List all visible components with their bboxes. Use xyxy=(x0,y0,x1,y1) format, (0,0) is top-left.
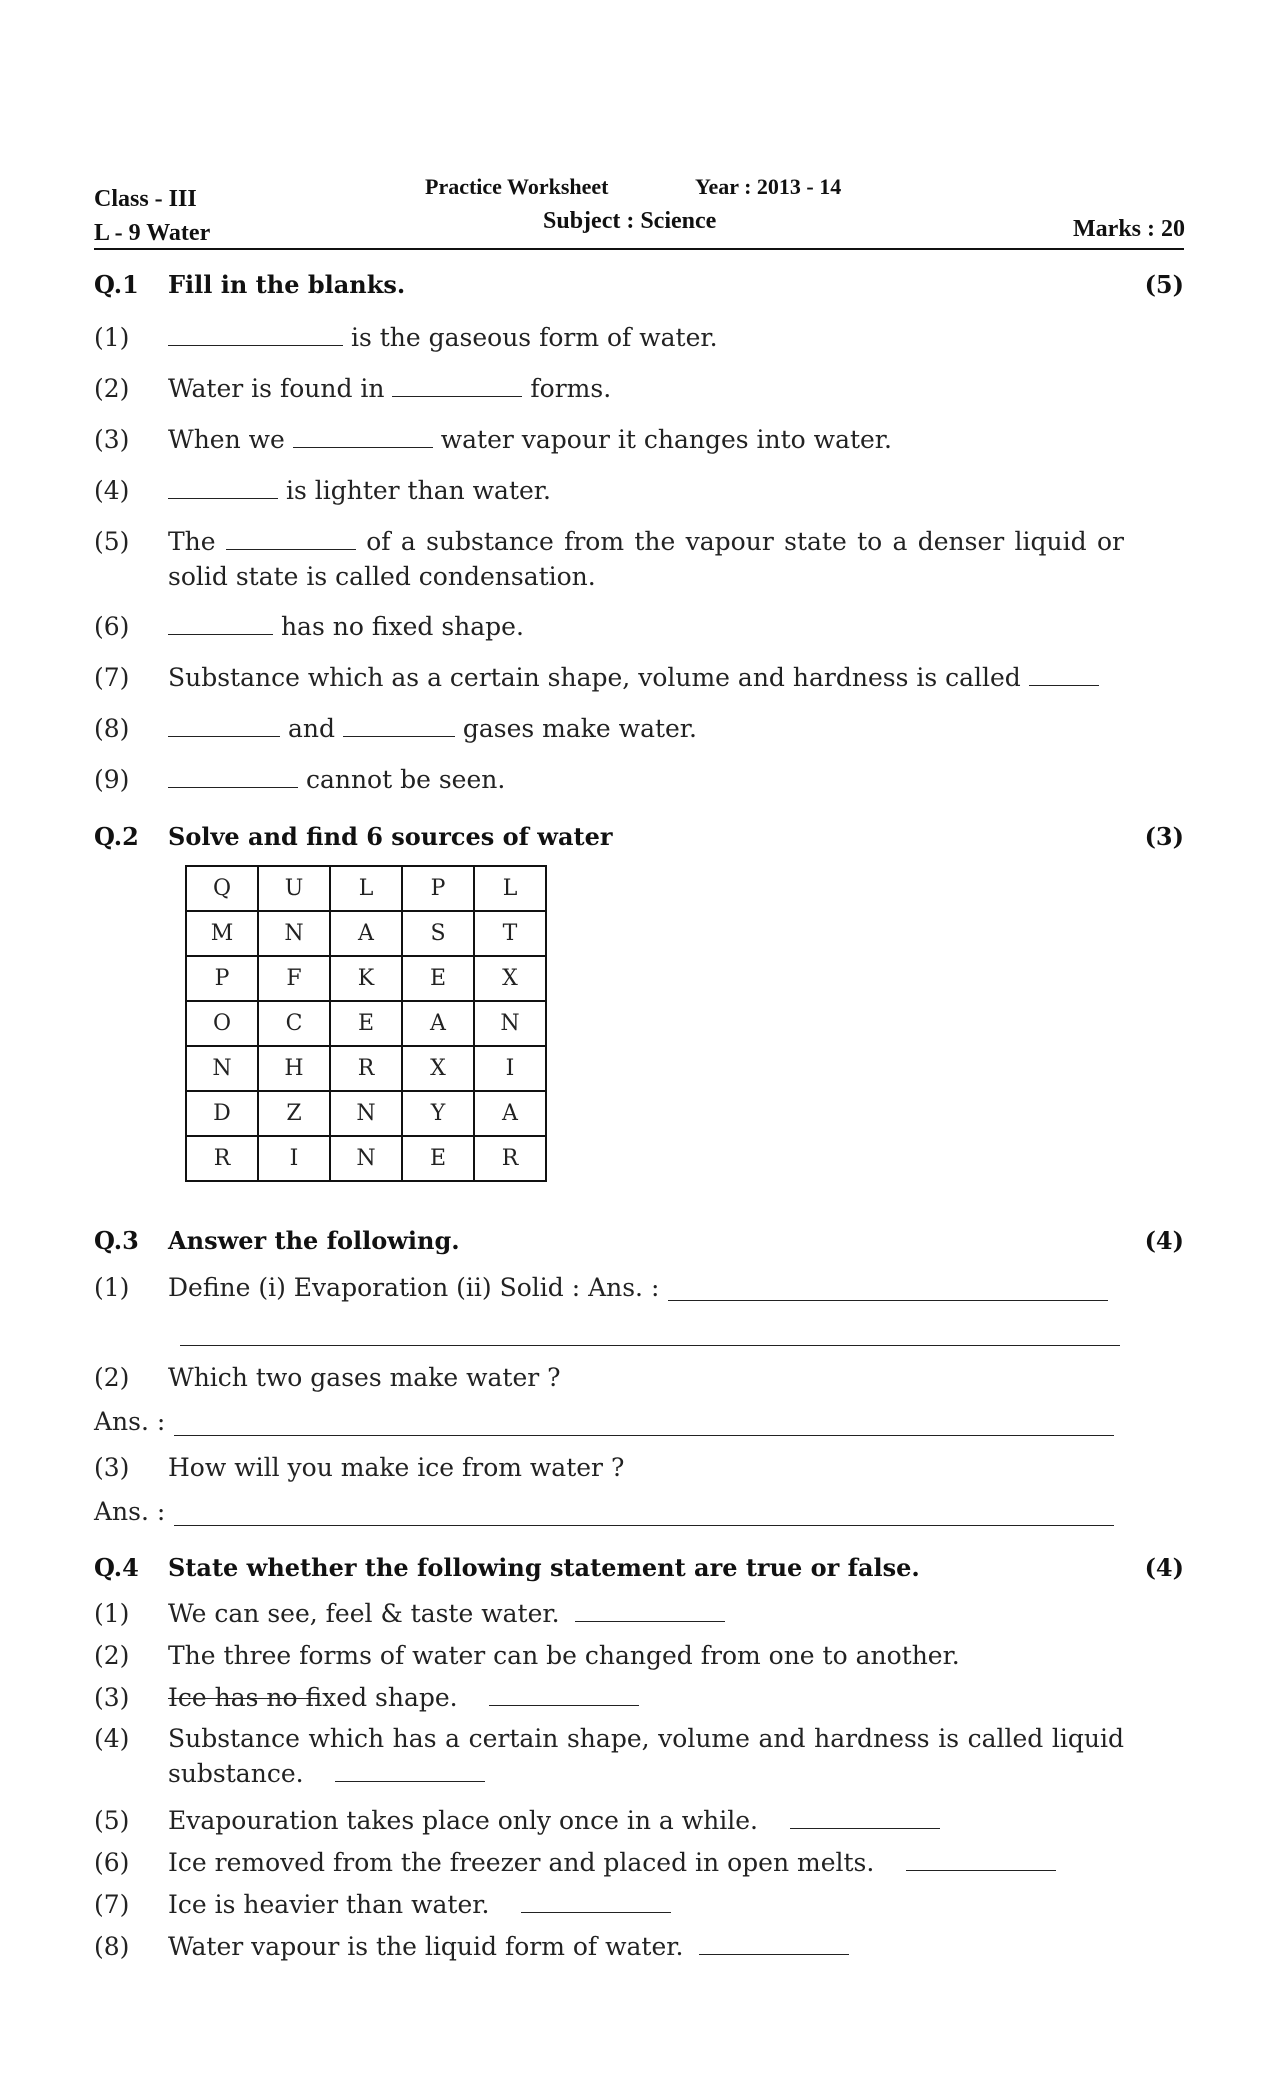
item-number: (9) xyxy=(94,765,130,794)
item-number: (8) xyxy=(94,714,130,743)
item-text: cannot be seen. xyxy=(298,765,506,794)
answer-line[interactable] xyxy=(180,1345,1120,1346)
item-text: Ice removed from the freezer and placed in open melts. xyxy=(168,1848,875,1877)
item-text: Water vapour is the liquid form of water. xyxy=(168,1932,684,1961)
item-number: (8) xyxy=(94,1932,130,1961)
answer-blank[interactable] xyxy=(699,1932,849,1955)
answer-blank[interactable] xyxy=(293,425,433,448)
grid-cell: T xyxy=(474,911,546,956)
grid-cell: E xyxy=(402,956,474,1001)
header-left xyxy=(94,182,210,250)
grid-row xyxy=(186,1046,546,1091)
item-number: (3) xyxy=(94,425,130,454)
grid-cell: L xyxy=(474,866,546,911)
item-text: gases make water. xyxy=(454,714,697,743)
item-number: (2) xyxy=(94,1641,130,1670)
answer-blank[interactable] xyxy=(226,527,356,550)
item-number: (6) xyxy=(94,612,130,641)
grid-row xyxy=(186,1136,546,1181)
item-text: How will you make ice from water ? xyxy=(168,1453,625,1482)
question-title: State whether the following statement are true or false. xyxy=(168,1553,920,1582)
grid-cell: U xyxy=(258,866,330,911)
worksheet-title: Practice Worksheet xyxy=(425,174,609,199)
item-text: Water is found in xyxy=(168,374,393,403)
answer-blank[interactable] xyxy=(168,612,273,635)
item-text: The three forms of water can be changed from one to another. xyxy=(168,1641,960,1670)
answer-blank[interactable] xyxy=(489,1683,639,1706)
grid-cell: F xyxy=(258,956,330,1001)
lesson-label: L - 9 Water xyxy=(94,220,211,246)
item-text: Evapouration takes place only once in a while. xyxy=(168,1806,758,1835)
header-divider xyxy=(94,248,1184,250)
answer-line[interactable] xyxy=(174,1435,1114,1436)
answer-blank[interactable] xyxy=(343,714,455,737)
item-text: Define (i) Evaporation (ii) Solid : Ans. : xyxy=(168,1273,660,1302)
item-text: Which two gases make water ? xyxy=(168,1363,561,1392)
item-text: Ice has no fixed shape. xyxy=(168,1683,458,1712)
grid-cell: D xyxy=(186,1091,258,1136)
answer-blank[interactable] xyxy=(790,1806,940,1829)
question-marks: (5) xyxy=(1144,270,1184,299)
grid-cell: P xyxy=(402,866,474,911)
grid-cell: R xyxy=(186,1136,258,1181)
total-marks: Marks : 20 xyxy=(1073,216,1185,242)
item-text: When we xyxy=(168,425,293,454)
grid-cell: Z xyxy=(258,1091,330,1136)
answer-blank[interactable] xyxy=(392,374,522,397)
item-text: The xyxy=(168,527,226,556)
question-marks: (4) xyxy=(1144,1226,1184,1255)
answer-blank[interactable] xyxy=(168,765,298,788)
word-search-grid xyxy=(185,865,547,1182)
item-number: (3) xyxy=(94,1453,130,1482)
item-text: We can see, feel & taste water. xyxy=(168,1599,560,1628)
grid-cell: N xyxy=(186,1046,258,1091)
question-marks: (4) xyxy=(1144,1553,1184,1582)
grid-cell: X xyxy=(474,956,546,1001)
grid-cell: N xyxy=(474,1001,546,1046)
answer-blank[interactable] xyxy=(1029,663,1099,686)
grid-cell: N xyxy=(330,1091,402,1136)
question-number: Q.1 xyxy=(94,270,139,299)
grid-cell: N xyxy=(258,911,330,956)
item-number: (4) xyxy=(94,1724,130,1753)
answer-line[interactable] xyxy=(668,1300,1108,1301)
grid-cell: R xyxy=(474,1136,546,1181)
item-number: (1) xyxy=(94,323,130,352)
answer-blank[interactable] xyxy=(521,1890,671,1913)
grid-cell: O xyxy=(186,1001,258,1046)
item-number: (7) xyxy=(94,663,130,692)
item-text: Ice is heavier than water. xyxy=(168,1890,490,1919)
year-label: Year : 2013 - 14 xyxy=(695,174,842,199)
question-title: Answer the following. xyxy=(168,1226,460,1255)
grid-row xyxy=(186,1001,546,1046)
question-marks: (3) xyxy=(1144,822,1184,851)
answer-blank[interactable] xyxy=(168,714,280,737)
grid-cell: M xyxy=(186,911,258,956)
question-title: Fill in the blanks. xyxy=(168,270,406,299)
item-number: (2) xyxy=(94,374,130,403)
question-number: Q.4 xyxy=(94,1553,139,1582)
item-text: of a substance from the vapour state to a denser liquid or solid state is called condensation. xyxy=(168,527,1124,591)
item-number: (4) xyxy=(94,476,130,505)
grid-cell: I xyxy=(474,1046,546,1091)
answer-blank[interactable] xyxy=(168,476,278,499)
item-text: and xyxy=(280,714,343,743)
item-text: has no fixed shape. xyxy=(273,612,524,641)
grid-cell: K xyxy=(330,956,402,1001)
item-text: forms. xyxy=(522,374,612,403)
grid-cell: P xyxy=(186,956,258,1001)
item-number: (5) xyxy=(94,1806,130,1835)
answer-label: Ans. : xyxy=(94,1497,166,1526)
grid-cell: S xyxy=(402,911,474,956)
grid-cell: L xyxy=(330,866,402,911)
grid-cell: H xyxy=(258,1046,330,1091)
item-number: (7) xyxy=(94,1890,130,1919)
question-title: Solve and find 6 sources of water xyxy=(168,822,613,851)
item-number: (6) xyxy=(94,1848,130,1877)
grid-row xyxy=(186,911,546,956)
item-number: (2) xyxy=(94,1363,130,1392)
class-label: Class - III xyxy=(94,186,197,212)
answer-blank[interactable] xyxy=(335,1759,485,1782)
grid-cell: C xyxy=(258,1001,330,1046)
grid-cell: A xyxy=(330,911,402,956)
grid-cell: E xyxy=(330,1001,402,1046)
grid-cell: A xyxy=(402,1001,474,1046)
grid-cell: I xyxy=(258,1136,330,1181)
item-text: Substance which has a certain shape, volume and hardness is called liquid substance. xyxy=(168,1724,1124,1788)
grid-cell: N xyxy=(330,1136,402,1181)
subject-label: Subject : Science xyxy=(543,208,717,234)
answer-label: Ans. : xyxy=(94,1407,166,1436)
grid-row xyxy=(186,1091,546,1136)
item-number: (3) xyxy=(94,1683,130,1712)
grid-cell: Y xyxy=(402,1091,474,1136)
item-number: (1) xyxy=(94,1599,130,1628)
grid-row xyxy=(186,866,546,911)
grid-row xyxy=(186,956,546,1001)
item-text: water vapour it changes into water. xyxy=(432,425,892,454)
question-number: Q.2 xyxy=(94,822,139,851)
grid-cell: A xyxy=(474,1091,546,1136)
question-number: Q.3 xyxy=(94,1226,139,1255)
answer-line[interactable] xyxy=(174,1525,1114,1526)
item-text: is lighter than water. xyxy=(278,476,551,505)
item-text: Substance which as a certain shape, volume and hardness is called xyxy=(168,663,1029,692)
answer-blank[interactable] xyxy=(575,1599,725,1622)
grid-cell: E xyxy=(402,1136,474,1181)
grid-cell: R xyxy=(330,1046,402,1091)
item-number: (5) xyxy=(94,527,130,556)
answer-blank[interactable] xyxy=(168,323,343,346)
grid-cell: X xyxy=(402,1046,474,1091)
answer-blank[interactable] xyxy=(906,1848,1056,1871)
item-text: is the gaseous form of water. xyxy=(343,323,718,352)
item-number: (1) xyxy=(94,1273,130,1302)
grid-cell: Q xyxy=(186,866,258,911)
